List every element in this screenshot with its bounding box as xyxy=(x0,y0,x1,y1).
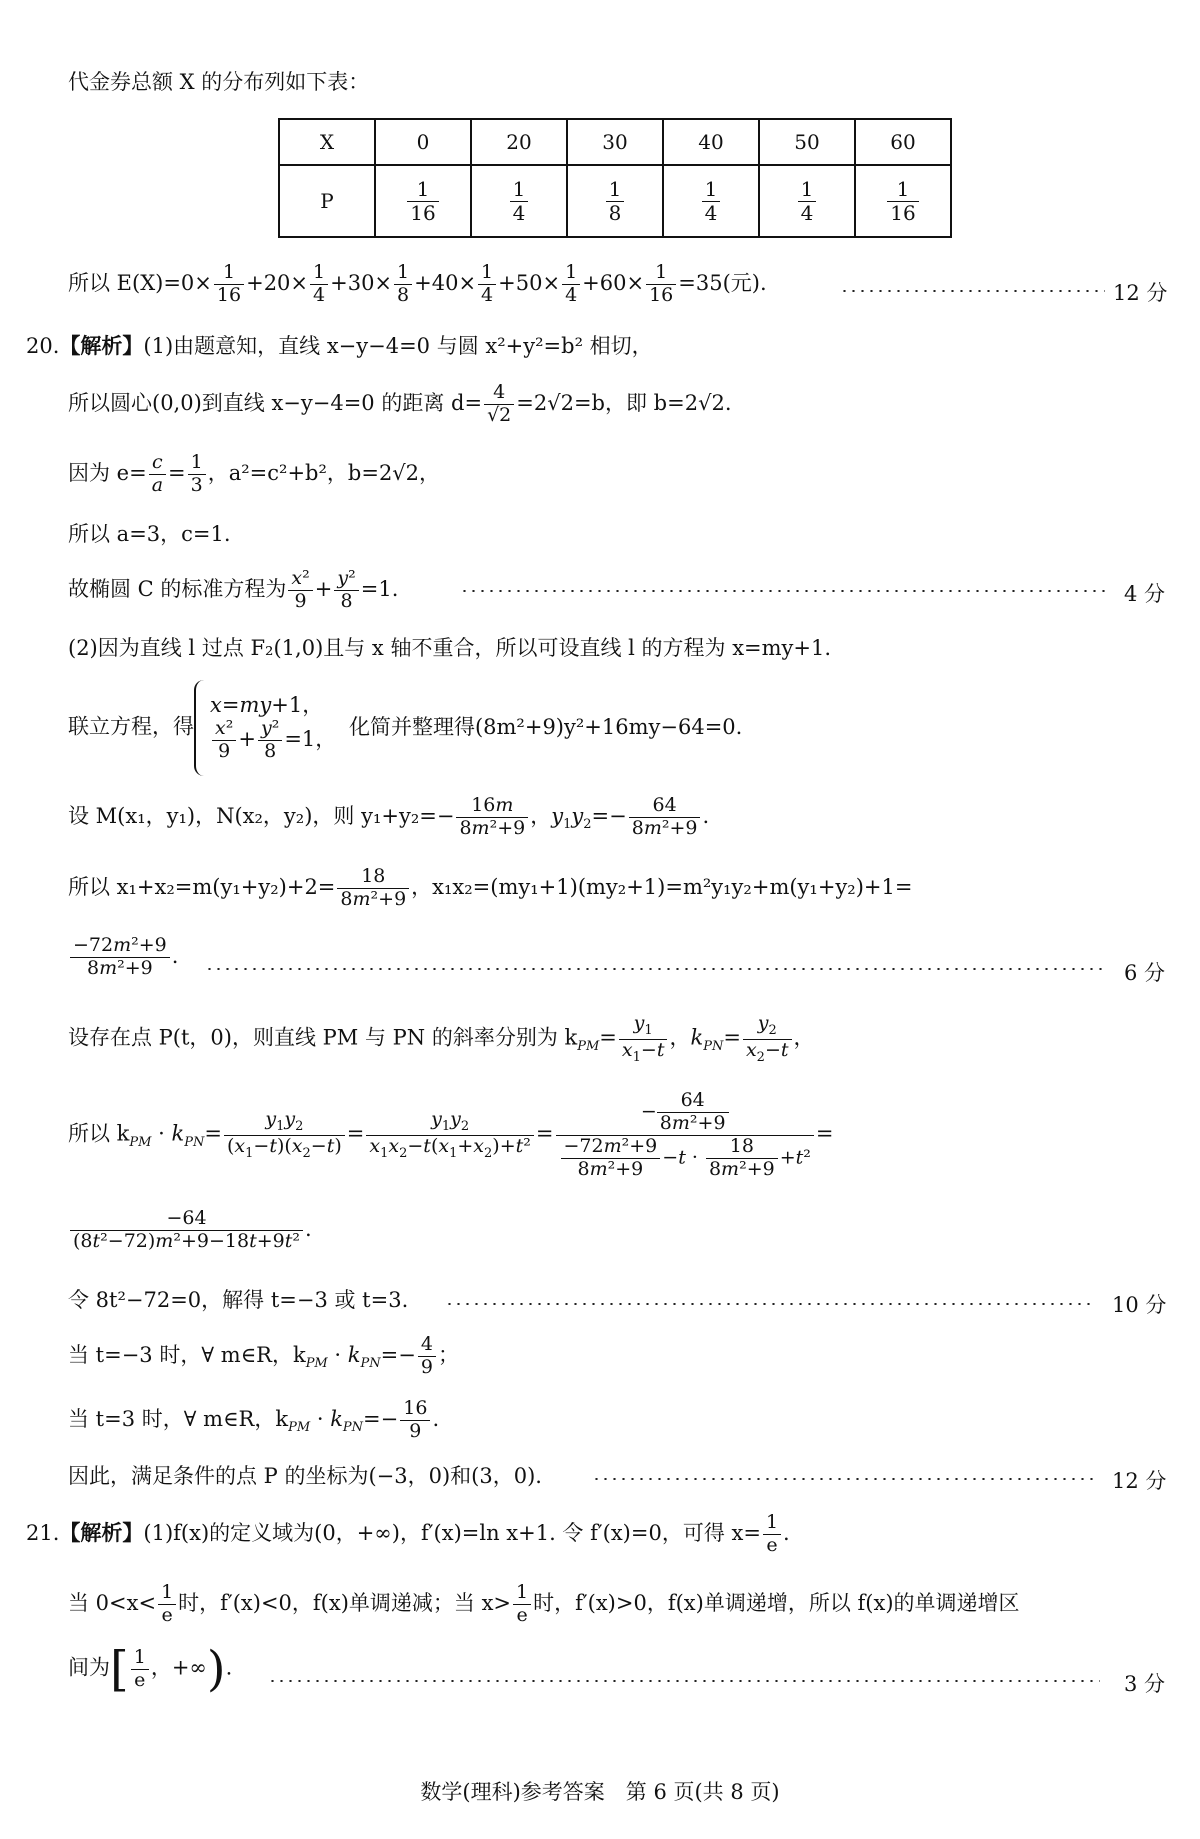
score-label: 3 分 xyxy=(1124,1672,1166,1696)
table-cell: $\frac{1}{4}$ xyxy=(759,165,855,237)
table-cell: 60 xyxy=(855,119,951,165)
table-cell: 20 xyxy=(471,119,567,165)
q20-line-17: 因此，满足条件的点 P 的坐标为(−3，0)和(3，0). xyxy=(68,1464,542,1488)
q20-line-16: 当 t=3 时，∀ m∈R，$k_{PM} \cdot k_{PN}=-$ $\frac{16}{9}$ . xyxy=(68,1397,440,1442)
score-label: 6 分 xyxy=(1124,961,1166,985)
score-label: 4 分 xyxy=(1124,582,1166,606)
q20-line-3: 因为 e= $\frac{c}{a}$ = $\frac{1}{3}$ ，a²=c²+b²，b=2√2， xyxy=(68,451,441,496)
table-cell: $\frac{1}{16}$ xyxy=(855,165,951,237)
q20-line-15: 当 t=−3 时，∀ m∈R，$k_{PM} \cdot k_{PN}=-$ $\frac{4}{9}$ ； xyxy=(68,1333,459,1378)
q20-line-1: 20.【解析】(1)由题意知，直线 x−y−4=0 与圆 x²+y²=b² 相切， xyxy=(26,333,653,358)
q20-line-11: 设存在点 P(t，0)，则直线 PM 与 PN 的斜率分别为 $k_{PM}=$ $\frac{y_1}{x_1-t}$ ，$k_{PN}=$ $\frac{y_2}{x_2-t}$ ， xyxy=(68,1012,815,1065)
leader-dots xyxy=(592,1478,1095,1480)
table-cell: 50 xyxy=(759,119,855,165)
q20-line-7: 联立方程，得 x=my+1， $\frac{\text{x²}}{9}$ + $\frac{\text{y²}}{8}$ =1， 化简并整理得(8m²+9)y²+16my−64=0. xyxy=(68,680,742,776)
table-cell: $\frac{1}{4}$ xyxy=(663,165,759,237)
q20-line-6: (2)因为直线 l 过点 F₂(1,0)且与 x 轴不重合，所以可设直线 l 的方程为 x=my+1. xyxy=(68,636,832,660)
page-footer: 数学(理科)参考答案 第 6 页(共 8 页) xyxy=(420,1780,780,1804)
table-cell: $\frac{1}{4}$ xyxy=(471,165,567,237)
brace xyxy=(194,680,206,776)
leader-dots xyxy=(460,590,1105,592)
q20-line-2: 所以圆心(0,0)到直线 x−y−4=0 的距离 d= $\frac{4}{√2}$ =2√2=b，即 b=2√2. xyxy=(68,381,732,426)
leader-dots xyxy=(205,968,1105,970)
q20-line-4: 所以 a=3，c=1. xyxy=(68,522,231,546)
leader-dots xyxy=(840,290,1105,292)
distribution-table xyxy=(278,118,952,238)
score-label: 12 分 xyxy=(1113,281,1168,305)
analysis-tag: 【解析】 xyxy=(59,333,144,358)
q20-line-12: 所以 $k_{PM} \cdot k_{PN}=$ $\frac{y_1y_2}{(x_1-t)(x_2-t)}$ = $\frac{y_1y_2}{x_1x_2-t(x_1+x_2)+t^2}$ = − $\frac{64}{\text{8m²+9}}$ $\frac{\text{−72m²+9}}{\text{8m²+9}}$ −t · $\frac{18}{\text{8m²+9}}$ +t² = xyxy=(68,1089,834,1180)
table-cell: X xyxy=(279,119,375,165)
question-number: 20. xyxy=(26,334,60,358)
q21-line-3: 间为[ $\frac{1}{e}$ ，+∞). xyxy=(68,1641,233,1697)
intro-text: 代金券总额 X 的分布列如下表： xyxy=(68,70,370,94)
score-label: 12 分 xyxy=(1112,1469,1167,1493)
question-number: 21. xyxy=(26,1520,60,1545)
table-row xyxy=(279,119,951,165)
table-cell: $\frac{1}{8}$ xyxy=(567,165,663,237)
q20-line-5: 故椭圆 C 的标准方程为 $\frac{\text{x²}}{9}$ + $\frac{\text{y²}}{8}$ =1. xyxy=(68,567,399,612)
q20-line-14: 令 8t²−72=0，解得 t=−3 或 t=3. xyxy=(68,1288,409,1312)
q20-line-13: $\frac{-64}{\text{(8t²−72)m²+9−18t+9t²}}$ . xyxy=(68,1208,312,1253)
score-label: 10 分 xyxy=(1112,1293,1167,1317)
q21-line-2: 当 0<x< $\frac{1}{e}$ 时，f′(x)<0，f(x)单调递减；当 x> $\frac{1}{e}$ 时，f′(x)>0，f(x)单调递增，所以 f(x)的单调递增区 xyxy=(68,1581,1020,1626)
leader-dots xyxy=(268,1680,1100,1682)
expected-value-line: 所以 E(X)=0× $\frac{1}{16}$ +20× $\frac{1}{4}$ +30× $\frac{1}{8}$ +40× $\frac{1}{4}$ +50× $\frac{1}{4}$ +60× $\frac{1}{16}$ =35(元). xyxy=(68,261,767,306)
table-cell: $\frac{1}{16}$ xyxy=(375,165,471,237)
q20-line-10: $\frac{\text{−72m²+9}}{\text{8m²+9}}$ . xyxy=(68,935,178,980)
q20-line-8: 设 M(x₁，y₁)，N(x₂，y₂)，则 y₁+y₂=− $\frac{16m}{\text{8m²+9}}$ ，$y_1y_2=-$ $\frac{64}{\text{8m²+9}}$ . xyxy=(68,794,710,839)
table-cell: 40 xyxy=(663,119,759,165)
table-cell: 30 xyxy=(567,119,663,165)
table-cell: 0 xyxy=(375,119,471,165)
leader-dots xyxy=(445,1303,1095,1305)
table-row xyxy=(279,165,951,237)
analysis-tag: 【解析】 xyxy=(59,1519,144,1545)
table-cell: P xyxy=(279,165,375,237)
q20-line-9: 所以 x₁+x₂=m(y₁+y₂)+2= $\frac{18}{\text{8m²+9}}$ ，x₁x₂=(my₁+1)(my₂+1)=m²y₁y₂+m(y₁+y₂)+1= xyxy=(68,865,913,910)
q21-line-1: 21.【解析】(1)f(x)的定义域为(0，+∞)，f′(x)=ln x+1. 令 f′(x)=0，可得 x= $\frac{1}{e}$ . xyxy=(26,1511,790,1556)
